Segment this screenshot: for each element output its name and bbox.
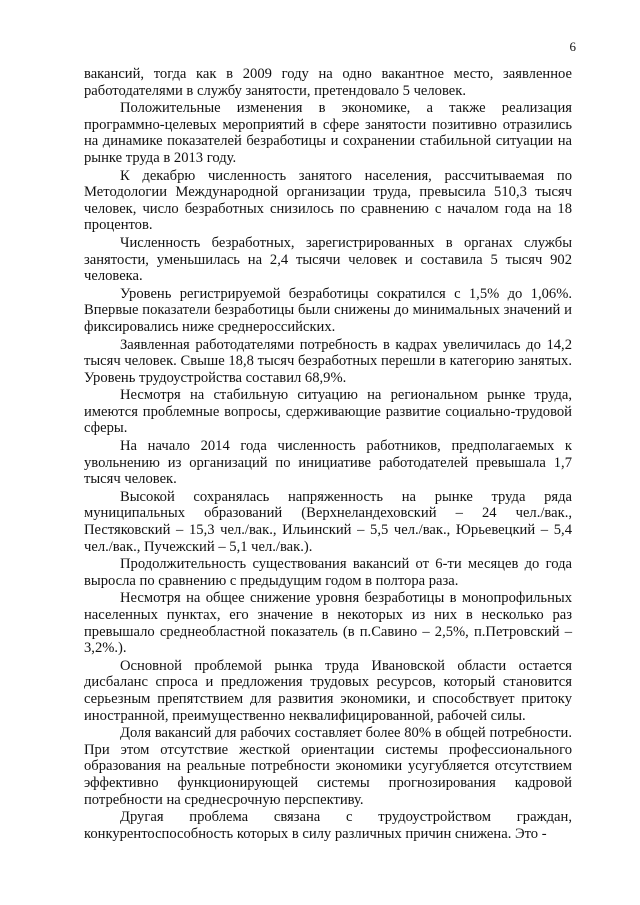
paragraph-9: Высокой сохранялась напряженность на рынке труда ряда муниципальных образований (Верхнеландеховский – 24 чел./вак., Пестяковский – 15,3 чел./вак., Ильинский – 5,5 чел./вак., Юрьевецкий – 5,4 чел./вак., Пучежский – 5,1 чел./вак.). bbox=[84, 488, 572, 555]
paragraph-3: К декабрю численность занятого населения, рассчитываемая по Методологии Международной организации труда, превысила 510,3 тысяч человек, число безработных снизилось по сравнению с началом года на 18 процентов. bbox=[84, 167, 572, 234]
paragraph-1: вакансий, тогда как в 2009 году на одно вакантное место, заявленное работодателями в службу занятости, претендовало 5 человек. bbox=[84, 66, 572, 99]
paragraph-13: Доля вакансий для рабочих составляет более 80% в общей потребности. При этом отсутствие жесткой ориентации системы профессионального образования на реальные потребности экономики усугубляется отсутствием эффективно функционирующей системы прогнозирования кадровой потребности на среднесрочную перспективу. bbox=[84, 725, 572, 808]
paragraph-10: Продолжительность существования вакансий от 6-ти месяцев до года выросла по сравнению с предыдущим годом в полтора раза. bbox=[84, 556, 572, 589]
paragraph-8: На начало 2014 года численность работников, предполагаемых к увольнению из организаций по инициативе работодателей превышала 1,7 тысяч человек. bbox=[84, 438, 572, 488]
paragraph-12: Основной проблемой рынка труда Ивановской области остается дисбаланс спроса и предложения трудовых ресурсов, который становится серьезным препятствием для развития экономики, и способствует притоку иностранной, преимущественно неквалифицированной, рабочей силы. bbox=[84, 657, 572, 724]
paragraph-5: Уровень регистрируемой безработицы сократился с 1,5% до 1,06%. Впервые показатели безработицы были снижены до минимальных значений и фиксировались ниже среднероссийских. bbox=[84, 285, 572, 335]
paragraph-14: Другая проблема связана с трудоустройством граждан, конкурентоспособность которых в силу различных причин снижена. Это - bbox=[84, 809, 572, 842]
page-number: 6 bbox=[569, 39, 576, 54]
paragraph-11: Несмотря на общее снижение уровня безработицы в монопрофильных населенных пунктах, его значение в некоторых из них в несколько раз превышало среднеобластной показатель (в п.Савино – 2,5%, п.Петровский – 3,2%.). bbox=[84, 590, 572, 657]
paragraph-7: Несмотря на стабильную ситуацию на региональном рынке труда, имеются проблемные вопросы, сдерживающие развитие социально-трудовой сферы. bbox=[84, 387, 572, 437]
paragraph-4: Численность безработных, зарегистрированных в органах службы занятости, уменьшилась на 2,4 тысячи человек и составила 5 тысяч 902 человека. bbox=[84, 234, 572, 285]
paragraph-2: Положительные изменения в экономике, а также реализация программно-целевых мероприятий в сфере занятости позитивно отразились на динамике показателей безработицы и сохранении стабильной ситуации на рынке труда в 2013 году. bbox=[84, 100, 572, 166]
body-text bbox=[84, 66, 572, 843]
paragraph-6: Заявленная работодателями потребность в кадрах увеличилась до 14,2 тысяч человек. Свыше 18,8 тысяч безработных перешли в категорию занятых. Уровень трудоустройства составил 68,9%. bbox=[84, 336, 572, 386]
